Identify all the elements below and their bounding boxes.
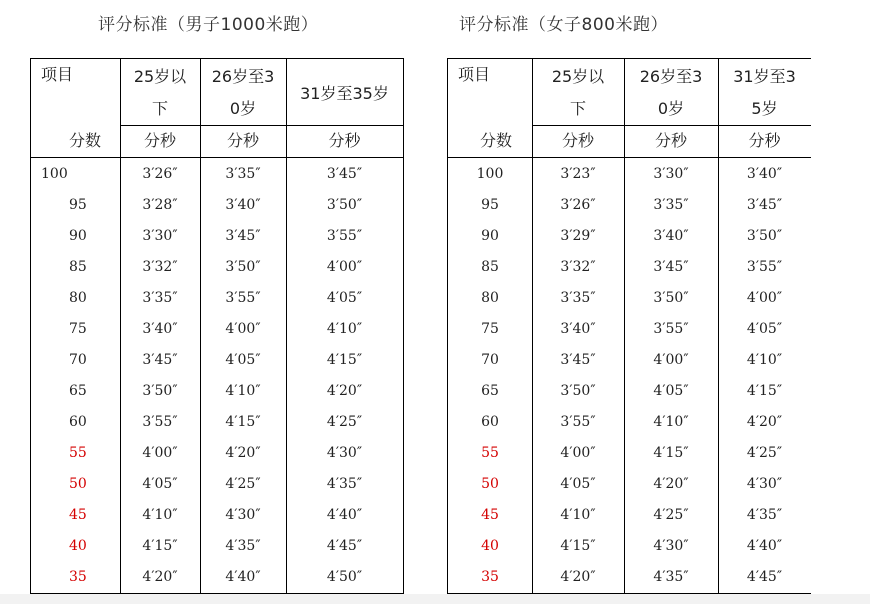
time-cell: 3′35″ (560, 290, 596, 306)
score-cell: 65 (481, 383, 499, 399)
score-cell: 80 (69, 290, 87, 306)
time-cell: 3′50″ (653, 290, 689, 306)
score-cell: 50 (481, 476, 499, 492)
male-scoring-table (30, 58, 404, 594)
time-cell: 4′05″ (560, 476, 596, 492)
female-table-title: 评分标准（女子800米跑） (459, 15, 668, 35)
time-cell: 3′45″ (653, 259, 689, 275)
time-cell: 4′30″ (225, 507, 261, 523)
time-cell: 3′29″ (560, 228, 596, 244)
age-group-header-line1: 26岁至3 (211, 67, 275, 86)
time-cell: 3′28″ (142, 197, 178, 213)
time-cell: 3′45″ (560, 352, 596, 368)
time-cell: 3′50″ (560, 383, 596, 399)
time-cell: 4′35″ (653, 569, 689, 585)
header-score-label: 分数 (480, 131, 513, 150)
time-cell: 4′20″ (560, 569, 596, 585)
time-cell: 4′05″ (142, 476, 178, 492)
time-cell: 3′35″ (142, 290, 178, 306)
time-cell: 4′20″ (653, 476, 689, 492)
header-item-label: 项目 (41, 65, 74, 84)
time-cell: 4′15″ (225, 414, 261, 430)
time-cell: 3′32″ (142, 259, 178, 275)
time-cell: 4′40″ (326, 507, 363, 523)
time-cell: 4′15″ (746, 383, 783, 399)
score-cell: 40 (481, 538, 499, 554)
time-cell: 3′23″ (560, 166, 596, 182)
time-cell: 4′05″ (746, 321, 783, 337)
unit-header: 分秒 (328, 131, 361, 150)
time-cell: 3′35″ (225, 166, 261, 182)
time-cell: 3′55″ (560, 414, 596, 430)
time-cell: 4′05″ (326, 290, 363, 306)
score-cell: 80 (481, 290, 499, 306)
age-group-header-line2: 5岁 (751, 99, 778, 118)
time-cell: 4′30″ (653, 538, 689, 554)
score-cell: 90 (69, 228, 87, 244)
score-cell: 50 (69, 476, 87, 492)
time-cell: 3′26″ (560, 197, 596, 213)
time-cell: 4′15″ (653, 445, 689, 461)
time-cell: 3′40″ (142, 321, 178, 337)
score-cell: 55 (481, 445, 499, 461)
score-cell: 95 (69, 197, 87, 213)
time-cell: 4′35″ (746, 507, 783, 523)
score-cell: 70 (69, 352, 87, 368)
age-group-header-line2: 0岁 (229, 99, 257, 118)
score-cell: 55 (69, 445, 87, 461)
header-rule (448, 157, 811, 158)
unit-header: 分秒 (748, 131, 781, 150)
score-cell: 35 (69, 569, 87, 585)
time-cell: 4′00″ (653, 352, 689, 368)
score-cell: 75 (481, 321, 499, 337)
unit-header: 分秒 (226, 131, 259, 150)
time-cell: 4′30″ (746, 476, 783, 492)
time-cell: 4′25″ (746, 445, 783, 461)
time-cell: 4′30″ (326, 445, 363, 461)
score-cell: 90 (481, 228, 499, 244)
score-cell: 45 (69, 507, 87, 523)
time-cell: 3′55″ (326, 228, 363, 244)
male-table-title: 评分标准（男子1000米跑） (98, 15, 319, 35)
time-cell: 4′00″ (225, 321, 261, 337)
time-cell: 3′55″ (142, 414, 178, 430)
time-cell: 3′40″ (225, 197, 261, 213)
time-cell: 4′45″ (746, 569, 783, 585)
score-cell: 60 (69, 414, 87, 430)
time-cell: 3′55″ (746, 259, 783, 275)
time-cell: 4′05″ (225, 352, 261, 368)
time-cell: 4′20″ (746, 414, 783, 430)
time-cell: 4′05″ (653, 383, 689, 399)
female-scoring-table (447, 58, 811, 594)
bottom-strip (0, 594, 870, 604)
header-rule (31, 157, 403, 158)
score-cell: 85 (69, 259, 87, 275)
time-cell: 3′35″ (653, 197, 689, 213)
time-cell: 3′45″ (225, 228, 261, 244)
time-cell: 4′15″ (142, 538, 178, 554)
time-cell: 3′26″ (142, 166, 178, 182)
time-cell: 3′40″ (560, 321, 596, 337)
time-cell: 4′10″ (225, 383, 261, 399)
time-cell: 4′35″ (225, 538, 261, 554)
time-cell: 3′55″ (225, 290, 261, 306)
time-cell: 4′10″ (326, 321, 363, 337)
score-cell: 100 (41, 166, 68, 182)
score-cell: 45 (481, 507, 499, 523)
time-cell: 4′40″ (746, 538, 783, 554)
time-cell: 3′40″ (653, 228, 689, 244)
time-cell: 4′20″ (225, 445, 261, 461)
time-cell: 3′50″ (326, 197, 363, 213)
time-cell: 4′10″ (653, 414, 689, 430)
age-group-header-line1: 25岁以 (551, 67, 605, 86)
time-cell: 3′45″ (326, 166, 363, 182)
time-cell: 4′25″ (653, 507, 689, 523)
time-cell: 4′10″ (560, 507, 596, 523)
time-cell: 3′50″ (142, 383, 178, 399)
time-cell: 4′50″ (326, 569, 363, 585)
age-group-header-line2: 0岁 (657, 99, 685, 118)
unit-header: 分秒 (654, 131, 687, 150)
age-group-header-line1: 25岁以 (133, 67, 187, 86)
time-cell: 4′10″ (142, 507, 178, 523)
time-cell: 3′45″ (746, 197, 783, 213)
score-cell: 60 (481, 414, 499, 430)
time-cell: 3′30″ (142, 228, 178, 244)
time-cell: 4′00″ (560, 445, 596, 461)
score-cell: 35 (481, 569, 499, 585)
time-cell: 3′45″ (142, 352, 178, 368)
score-cell: 95 (481, 197, 499, 213)
age-group-header: 31岁至35岁 (300, 84, 389, 103)
score-cell: 40 (69, 538, 87, 554)
time-cell: 4′45″ (326, 538, 363, 554)
age-group-header-line1: 31岁至3 (733, 67, 796, 86)
unit-header: 分秒 (143, 131, 176, 150)
time-cell: 4′25″ (225, 476, 261, 492)
score-cell: 85 (481, 259, 499, 275)
time-cell: 4′25″ (326, 414, 363, 430)
header-item-label: 项目 (458, 65, 491, 84)
time-cell: 3′50″ (225, 259, 261, 275)
time-cell: 3′32″ (560, 259, 596, 275)
score-cell: 65 (69, 383, 87, 399)
time-cell: 4′10″ (746, 352, 783, 368)
time-cell: 4′00″ (142, 445, 178, 461)
time-cell: 4′00″ (746, 290, 783, 306)
time-cell: 4′35″ (326, 476, 363, 492)
age-group-header-line2: 下 (151, 99, 168, 118)
time-cell: 3′50″ (746, 228, 783, 244)
age-group-header-line1: 26岁至3 (639, 67, 703, 86)
age-group-header-line2: 下 (569, 99, 586, 118)
unit-header: 分秒 (561, 131, 594, 150)
time-cell: 3′30″ (653, 166, 689, 182)
time-cell: 4′20″ (326, 383, 363, 399)
time-cell: 4′00″ (326, 259, 363, 275)
time-cell: 3′55″ (653, 321, 689, 337)
time-cell: 3′40″ (746, 166, 783, 182)
score-cell: 75 (69, 321, 87, 337)
score-cell: 100 (476, 166, 504, 182)
time-cell: 4′40″ (225, 569, 261, 585)
time-cell: 4′20″ (142, 569, 178, 585)
time-cell: 4′15″ (326, 352, 363, 368)
time-cell: 4′15″ (560, 538, 596, 554)
header-score-label: 分数 (69, 131, 102, 150)
score-cell: 70 (481, 352, 499, 368)
